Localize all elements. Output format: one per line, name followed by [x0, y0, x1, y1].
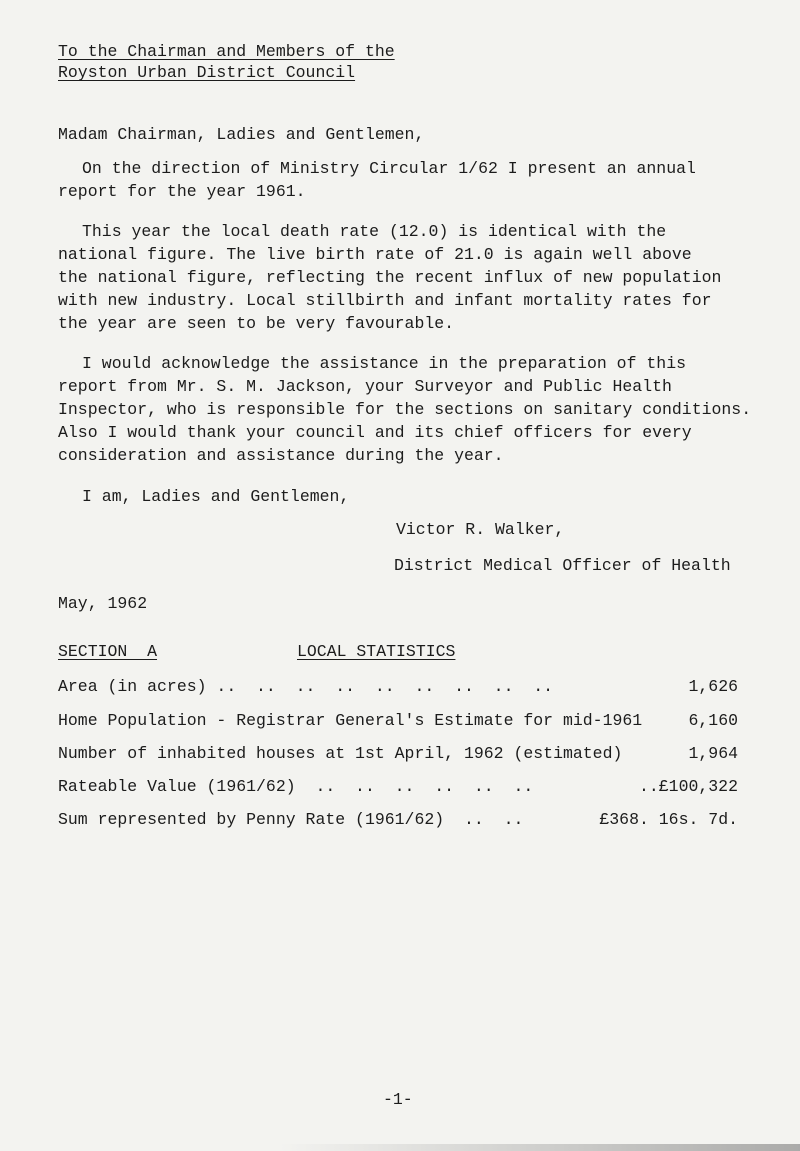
- section-label: SECTION A: [58, 642, 158, 661]
- stat-row-rateable-value: [58, 776, 738, 798]
- paragraph-1-line-1: On the direction of Ministry Circular 1/62 I present an annual: [82, 159, 696, 178]
- scan-edge-shadow: [0, 1144, 800, 1151]
- stat-label: Home Population - Registrar General's Estimate for mid-1961: [58, 711, 643, 730]
- salutation: Madam Chairman, Ladies and Gentlemen,: [58, 125, 425, 144]
- paragraph-2-line-1: This year the local death rate (12.0) is identical with the: [82, 222, 667, 241]
- section-title: LOCAL STATISTICS: [297, 642, 456, 661]
- letter-date: May, 1962: [58, 594, 148, 613]
- stat-label: Area (in acres) .. .. .. .. .. .. .. .. ..: [58, 677, 554, 696]
- paragraph-3-line-2: report from Mr. S. M. Jackson, your Surveyor and Public Health: [58, 377, 672, 396]
- signature-title: District Medical Officer of Health: [394, 556, 731, 575]
- stat-label: Sum represented by Penny Rate (1961/62) .. ..: [58, 810, 524, 829]
- paragraph-3-line-3: Inspector, who is responsible for the sections on sanitary conditions.: [58, 400, 752, 419]
- stat-value: 1,626: [688, 677, 738, 696]
- stat-label: Number of inhabited houses at 1st April, 1962 (estimated): [58, 744, 623, 763]
- signature-name: Victor R. Walker,: [396, 520, 565, 539]
- address-line-1: To the Chairman and Members of the: [58, 42, 395, 61]
- closing-line: I am, Ladies and Gentlemen,: [82, 487, 350, 506]
- stat-value: 6,160: [688, 711, 738, 730]
- page-number: -1-: [383, 1090, 413, 1109]
- paragraph-2-line-5: the year are seen to be very favourable.: [58, 314, 455, 333]
- stat-value: 1,964: [688, 744, 738, 763]
- stat-row-houses: [58, 743, 738, 765]
- paragraph-3-line-5: consideration and assistance during the year.: [58, 446, 504, 465]
- stat-row-population: [58, 710, 738, 732]
- paragraph-2-line-2: national figure. The live birth rate of 21.0 is again well above: [58, 245, 692, 264]
- paragraph-1-line-2: report for the year 1961.: [58, 182, 306, 201]
- paragraph-3-line-1: I would acknowledge the assistance in the preparation of this: [82, 354, 686, 373]
- paragraph-2-line-4: with new industry. Local stillbirth and infant mortality rates for: [58, 291, 712, 310]
- address-line-2: Royston Urban District Council: [58, 63, 356, 82]
- paragraph-2-line-3: the national figure, reflecting the recent influx of new population: [58, 268, 722, 287]
- stat-row-area: [58, 676, 738, 698]
- paragraph-3-line-4: Also I would thank your council and its chief officers for every: [58, 423, 692, 442]
- stat-row-penny-rate: [58, 809, 738, 831]
- stat-value: ..£100,322: [638, 777, 738, 796]
- stat-label: Rateable Value (1961/62) .. .. .. .. .. ..: [58, 777, 534, 796]
- stat-value: £368. 16s. 7d.: [599, 810, 738, 829]
